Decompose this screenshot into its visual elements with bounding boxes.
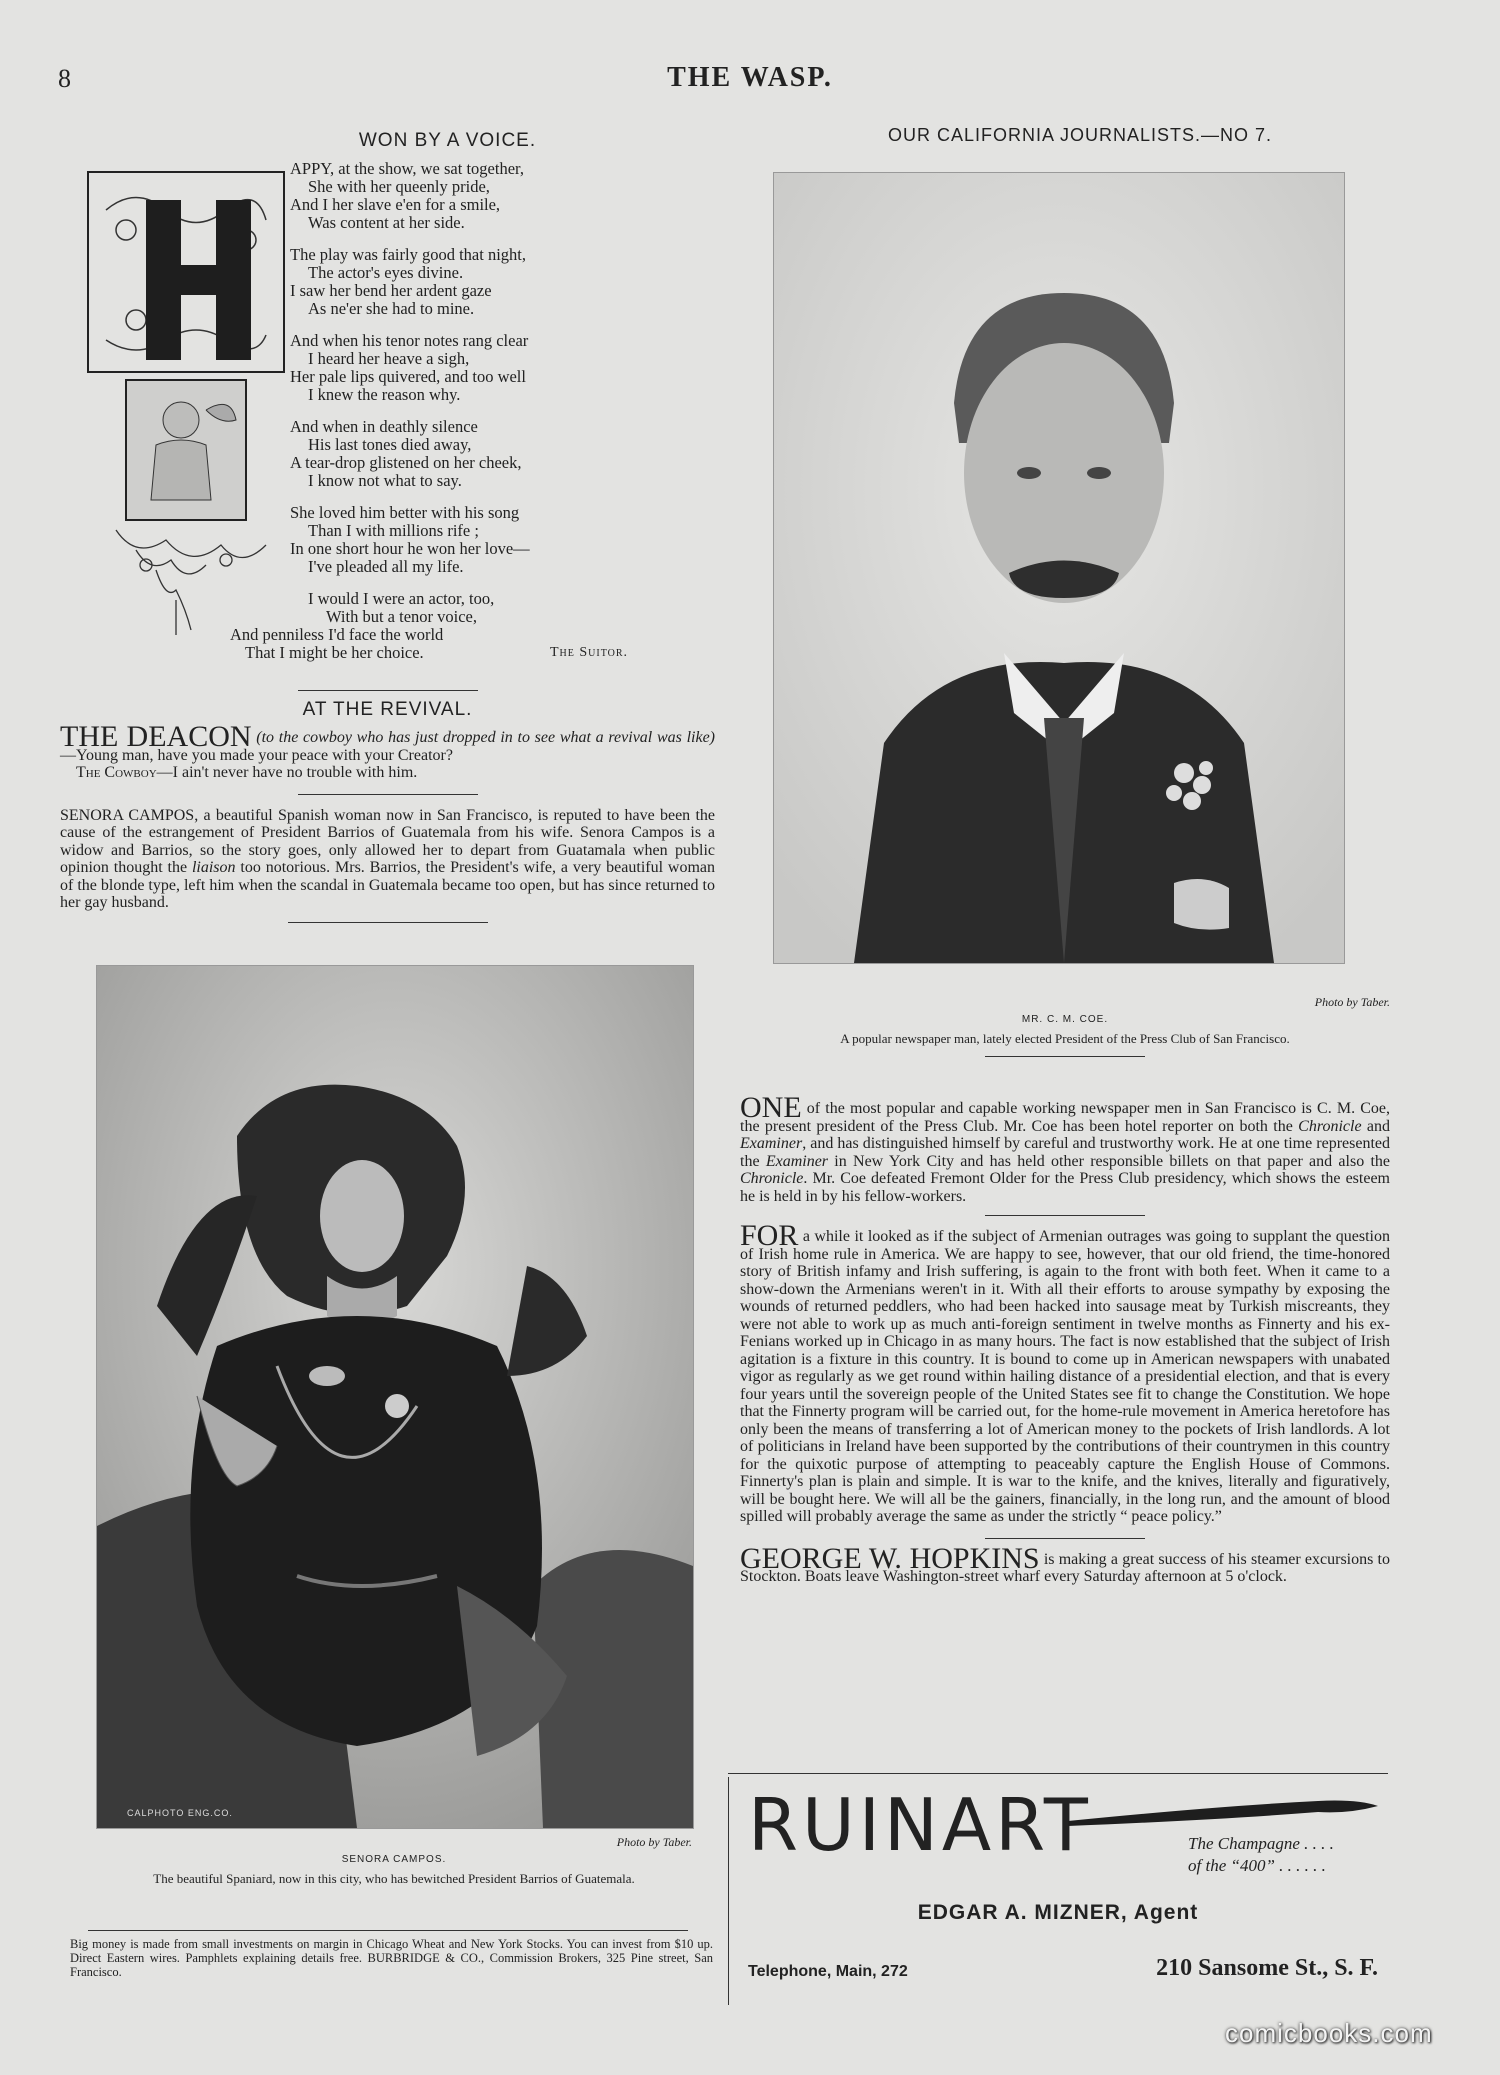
coe-text: of the most popular and capable working newspaper men in San Francisco is C. M. Coe, the present president of the Press Club. Mr. Coe has been hotel reporter on both the: [740, 1100, 1390, 1135]
ad-telephone: Telephone, Main, 272: [748, 1963, 908, 1980]
section-divider: [298, 794, 478, 795]
coe-photo-credit: Photo by Taber.: [1314, 995, 1390, 1009]
campos-photo: [96, 965, 694, 1829]
revival-cowboy-line: —I ain't never have no trouble with him.: [156, 764, 418, 781]
ruinart-swash-ornament: [1068, 1791, 1378, 1831]
poem-title: WON BY A VOICE.: [358, 130, 537, 151]
hopkins-lead: GEORGE W. HOPKINS: [740, 1541, 1040, 1575]
poem-line: With but a tenor voice,: [326, 607, 477, 626]
ad-tagline-line-2: of the “400” . . . . . .: [1188, 1856, 1326, 1875]
poem-stanza: [290, 160, 720, 232]
campos-article: [60, 807, 715, 912]
man-portrait-image: [774, 173, 1344, 963]
site-watermark: comicbooks.com: [1225, 2018, 1433, 2048]
poem-line: And when his tenor notes rang clear: [290, 331, 529, 350]
poem-stanza: [290, 332, 720, 404]
journalists-title: OUR CALIFORNIA JOURNALISTS.—NO 7.: [887, 125, 1273, 145]
poem-line: She loved him better with his song: [290, 503, 520, 522]
coe-italic: Examiner: [740, 1135, 803, 1152]
poem-line: I know not what to say.: [308, 471, 462, 490]
campos-lead: SENORA CAMPOS,: [60, 806, 199, 824]
engraver-mark: CALPHOTO ENG.CO.: [127, 1808, 233, 1818]
poem-line: And I her slave e'en for a smile,: [290, 195, 501, 214]
ad-tagline: [1188, 1833, 1334, 1877]
poem-line: That I might be her choice.: [245, 643, 424, 662]
revival-deacon-line: —Young man, have you made your peace with your Creator?: [60, 746, 453, 764]
poem-stanza: [290, 418, 720, 490]
ruinart-brand: RUINART: [748, 1783, 1092, 1867]
bottom-notice: Big money is made from small investments on margin in Chicago Wheat and New York Stocks. You can invest from $10 up. Direct Eastern wires. Pamphlets explaining details free. BURBRIDGE & CO., Commission Brokers, 325 Pine street, San Francisco.: [70, 1937, 713, 1979]
campos-italic: liaison: [191, 859, 236, 876]
woman-portrait-image: [97, 966, 693, 1828]
poem-body: [230, 159, 720, 676]
poem-line: I would I were an actor, too,: [308, 589, 495, 608]
ruinart-advertisement: [728, 1773, 1388, 2005]
poem-line: I've pleaded all my life.: [308, 557, 464, 576]
section-divider: [985, 1056, 1145, 1057]
coe-italic: Chronicle: [740, 1170, 804, 1187]
masthead-title: THE WASP.: [667, 62, 833, 93]
ad-agent: EDGAR A. MIZNER, Agent: [917, 1901, 1199, 1924]
armenian-text: a while it looked as if the subject of Armenian outrages was going to supplant the question of Irish home rule in America. We are happy to see, however, that our old friend, the time-honored story of British infamy and Irish suffering, is again to the front with both feet. When it came to a show-down the Armenians weren't in it. With all their efforts to arouse sympathy by exposing the wounds of returned peddlers, who had been hacked into sausage meat by Turkish miscreants, they were not able to work up as much anti-foreign sentiment in twelve months as Finnerty and his ex-Fenians worked up in Chicago in as many hours. The fact is now established that the subject of Irish agitation is a fixture in this country. It is bound to come up in American newspapers with unabated vigor as regularly as we get round within hailing distance of a presidential election, and that is every four years until the sovereign people of the United States see fit to change the Constitution. We hope that the Finnerty program will be carried out, for the home-rule movement in America heretofore has only been the means of transferring a lot of American money to the pockets of Irish landlords. A lot of politicians in Ireland have been supported by the contributions of their countrymen in this country for the quixotic purpose of attempting to peaceably capture the English House of Commons. Finnerty's plan is plain and simple. It is war to the knife, and the knives, literally and figuratively, will be bought here. We will all be the gainers, financially, in the long run, and the amount of blood spilled will probably average the same as under the strictly “ peace policy.”: [740, 1228, 1390, 1525]
poem-line: A tear-drop glistened on her cheek,: [290, 453, 522, 472]
right-column: [740, 125, 1391, 1585]
revival-deacon-label: THE DEACON: [60, 720, 252, 753]
campos-photo-name: SENORA CAMPOS.: [341, 1854, 447, 1865]
coe-lead: ONE: [740, 1091, 802, 1124]
armenian-lead: FOR: [740, 1219, 799, 1252]
revival-title: AT THE REVIVAL.: [302, 699, 473, 720]
poem-line: She with her queenly pride,: [308, 177, 490, 196]
section-divider: [88, 1930, 688, 1931]
poem-line: In one short hour he won her love—: [290, 539, 530, 558]
ad-address: 210 Sansome St., S. F.: [1156, 1955, 1378, 1981]
revival-cowboy-label: The Cowboy: [76, 764, 157, 781]
section-divider: [985, 1215, 1145, 1216]
coe-caption-block: [740, 995, 1390, 1065]
poem-signature: The Suitor.: [550, 645, 629, 660]
coe-article-block: [740, 1091, 1391, 1586]
coe-text: , and has distinguished himself by careful and trustworthy work. He at one time represented the: [740, 1135, 1390, 1170]
coe-text: . Mr. Coe defeated Fremont Older for the Press Club presidency, which shows the esteem he is held in by his fellow-workers.: [740, 1170, 1390, 1205]
poem-line: The play was fairly good that night,: [290, 245, 526, 264]
revival-deacon-aside: (to the cowboy who has just dropped in to see what a revival was like): [256, 729, 716, 746]
campos-text-2: too notorious. Mrs. Barrios, the President's wife, a very beautiful woman of the blonde type, left him when the scandal in Guatemala became too open, but has since returned to her gay husband.: [60, 859, 716, 911]
revival-section: [60, 690, 715, 931]
campos-photo-block: [96, 965, 692, 1886]
bottom-notice-block: [60, 1930, 715, 1979]
poem-stanza: [230, 589, 720, 662]
poem-line: I saw her bend her ardent gaze: [290, 281, 492, 300]
poem-line: Was content at her side.: [308, 213, 465, 232]
coe-text: and: [1361, 1117, 1391, 1135]
page-number: 8: [58, 64, 71, 93]
coe-text: in New York City and has held other responsible billets on that paper and also the: [828, 1152, 1391, 1170]
ornate-drop-cap-h-illustration: [86, 170, 286, 640]
poem-stanza: [290, 246, 720, 318]
campos-photo-credit: Photo by Taber.: [616, 1835, 692, 1849]
campos-text-1: a beautiful Spanish woman now in San Francisco, is reputed to have been the cause of the estrangement of President Barrios of Guatemala from his wife. Senora Campos is a widow and Barrios, so the story goes, only allowed her to depart from Guatamala when public opinion thought the: [60, 806, 715, 876]
poem-section: [60, 130, 715, 690]
coe-italic: Chronicle: [1298, 1117, 1362, 1135]
poem-line: Than I with millions rife ;: [308, 521, 479, 540]
section-divider: [985, 1538, 1145, 1539]
poem-line: As ne'er she had to mine.: [308, 299, 475, 318]
ad-tagline-line-1: The Champagne . . . .: [1188, 1834, 1334, 1853]
poem-line: Her pale lips quivered, and too well: [290, 367, 526, 386]
poem-line: I heard her heave a sigh,: [308, 349, 470, 368]
armenian-article: [740, 1219, 1390, 1526]
poem-line: And penniless I'd face the world: [230, 625, 444, 644]
coe-photo-caption: A popular newspaper man, lately elected President of the Press Club of San Francisco.: [840, 1031, 1290, 1046]
poem-line: The actor's eyes divine.: [308, 263, 464, 282]
poem-stanza: [290, 504, 720, 576]
coe-photo: [773, 172, 1345, 964]
coe-italic: Examiner: [765, 1152, 829, 1170]
hopkins-text: is making a great success of his steamer excursions to Stockton. Boats leave Washington-street wharf every Saturday afternoon at 5 o'clock.: [740, 1550, 1390, 1585]
left-column: [60, 130, 716, 1979]
hopkins-article: [740, 1541, 1390, 1586]
section-divider: [288, 922, 488, 923]
poem-line: And when in deathly silence: [290, 417, 478, 436]
coe-photo-name: MR. C. M. COE.: [1021, 1014, 1109, 1025]
poem-line: APPY, at the show, we sat together,: [290, 159, 524, 178]
revival-dialogue: [60, 720, 716, 782]
poem-line: I knew the reason why.: [308, 385, 461, 404]
coe-article: [740, 1091, 1391, 1205]
ad-left-rule: [728, 1777, 729, 2005]
campos-photo-caption: The beautiful Spaniard, now in this city, who has bewitched President Barrios of Guatemala.: [153, 1871, 635, 1886]
section-divider: [298, 690, 478, 691]
poem-line: His last tones died away,: [308, 435, 472, 454]
ad-top-rule: [728, 1773, 1388, 1774]
